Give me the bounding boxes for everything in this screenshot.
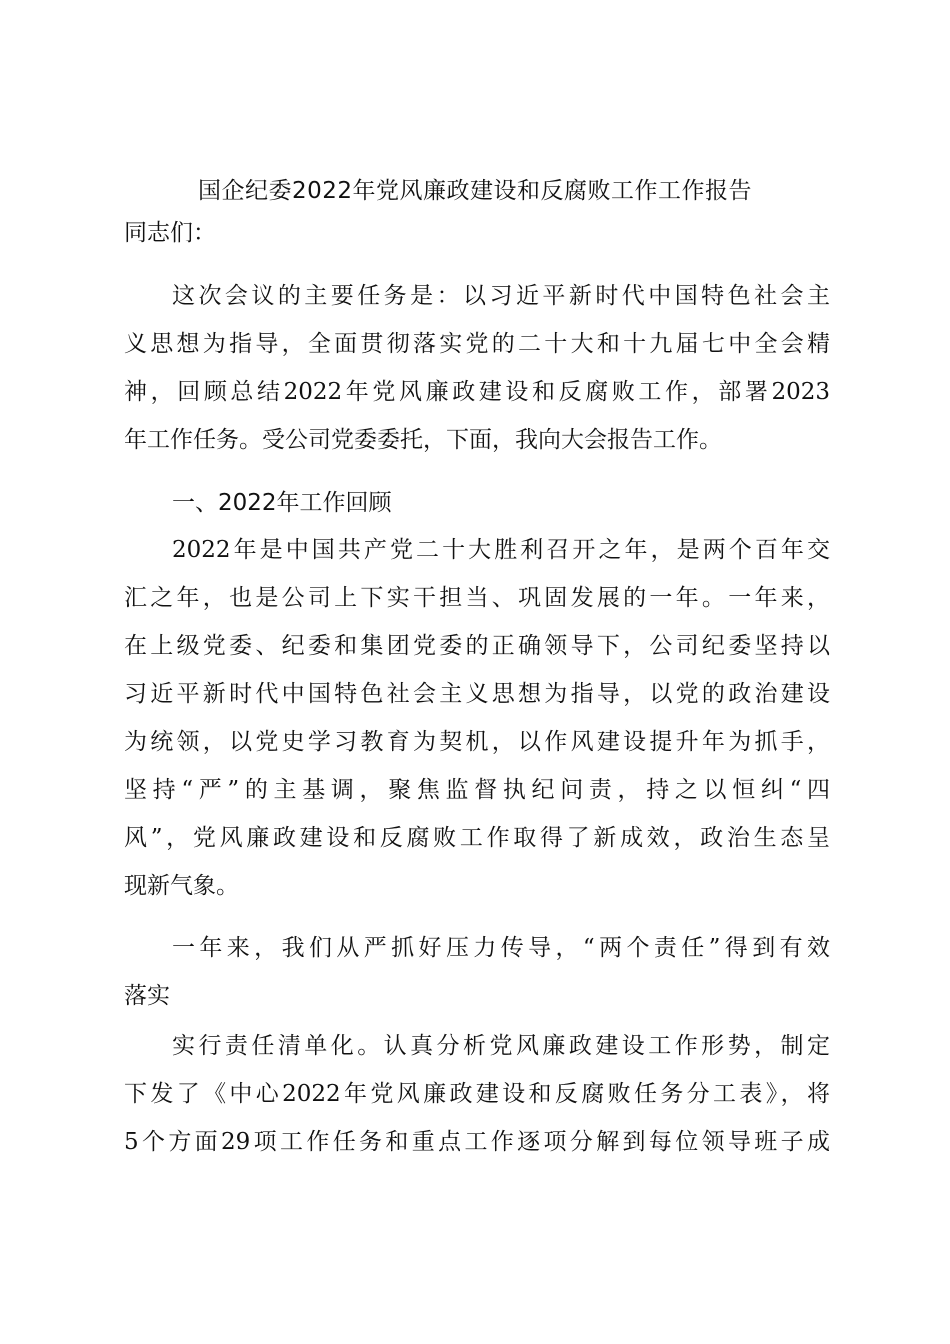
paragraph-responsibility-list [124, 1032, 830, 1176]
section-heading-review: 一、2022年工作回顾 [172, 490, 392, 516]
paragraph-line: 风”，党风廉政建设和反腐败工作取得了新成效，政治生态呈 [124, 825, 830, 851]
paragraph-line: 现新气象。 [124, 873, 239, 899]
paragraph-line: 为统领，以党史学习教育为契机，以作风建设提升年为抓手， [124, 729, 830, 755]
paragraph-line: 在上级党委、纪委和集团党委的正确领导下，公司纪委坚持以 [124, 633, 830, 659]
paragraph-line: 年工作任务。受公司党委委托，下面，我向大会报告工作。 [124, 427, 722, 453]
paragraph-line: 落实 [124, 983, 170, 1009]
paragraph-line: 一年来，我们从严抓好压力传导，“两个责任”得到有效 [172, 935, 830, 961]
paragraph-line: 实行责任清单化。认真分析党风廉政建设工作形势，制定 [172, 1033, 830, 1059]
paragraph-line: 汇之年，也是公司上下实干担当、巩固发展的一年。一年来， [124, 585, 830, 611]
paragraph-year-review [124, 536, 830, 920]
paragraph-line: 坚持“严”的主基调，聚焦监督执纪问责，持之以恒纠“四 [124, 777, 830, 803]
document-title: 国企纪委2022年党风廉政建设和反腐败工作工作报告 [197, 178, 753, 204]
paragraph-line: 习近平新时代中国特色社会主义思想为指导，以党的政治建设 [124, 681, 830, 707]
salutation: 同志们： [124, 220, 216, 246]
paragraph-line: 神，回顾总结2022年党风廉政建设和反腐败工作，部署2023 [124, 379, 830, 405]
paragraph-line: 义思想为指导，全面贯彻落实党的二十大和十九届七中全会精 [124, 331, 830, 357]
paragraph-line: 5个方面29项工作任务和重点工作逐项分解到每位领导班子成 [124, 1129, 830, 1155]
paragraph-line: 这次会议的主要任务是：以习近平新时代中国特色社会主 [172, 283, 830, 309]
paragraph-meeting-tasks [124, 282, 830, 474]
paragraph-line: 下发了《中心2022年党风廉政建设和反腐败任务分工表》，将 [124, 1081, 830, 1107]
paragraph-pressure-transmission [124, 934, 830, 1030]
paragraph-line: 2022年是中国共产党二十大胜利召开之年，是两个百年交 [172, 537, 830, 563]
